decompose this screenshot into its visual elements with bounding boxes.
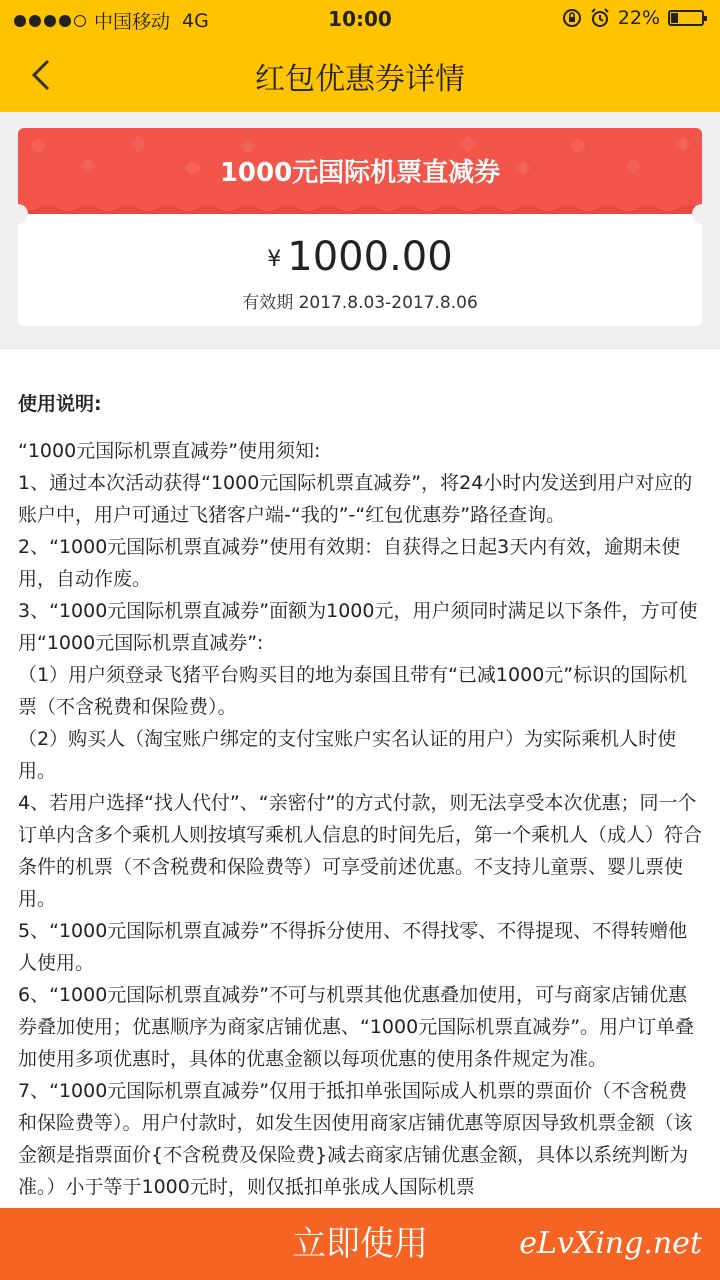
instruction-paragraph: 4、若用户选择“找人代付”、“亲密付”的方式付款，则无法享受本次优惠；同一个订单内含多个乘机人则按填写乘机人信息的时间先后，第一个乘机人（成人）符合条件的机票（不含税费和保险费等）可享受前述优惠。不支持儿童票、婴儿票使用。 xyxy=(18,792,703,910)
instruction-paragraph: （2）购买人（淘宝账户绑定的支付宝账户实名认证的用户）为实际乘机人时使用。 xyxy=(18,728,677,782)
page-title: 红包优惠券详情 xyxy=(255,62,465,97)
bottom-bar xyxy=(0,1208,720,1280)
carrier-label: 中国移动 xyxy=(94,11,171,33)
instruction-paragraph: “1000元国际机票直减券”使用须知: xyxy=(18,440,321,462)
coupon-validity: 有效期 2017.8.03-2017.8.06 xyxy=(242,293,478,313)
instruction-paragraph: 2、“1000元国际机票直减券”使用有效期：自获得之日起3天内有效，逾期未使用，自动作废。 xyxy=(18,536,681,590)
watermark: eLvXing.net xyxy=(519,1226,702,1261)
orientation-lock-icon xyxy=(562,8,582,28)
network-label: 4G xyxy=(182,9,209,32)
instructions-heading: 使用说明: xyxy=(18,393,102,415)
status-right xyxy=(562,7,704,29)
instruction-paragraph: 7、“1000元国际机票直减券”仅用于抵扣单张国际成人机票的票面价（不含税费和保险费等）。用户付款时，如发生因使用商家店铺优惠等原因导致机票金额（该金额是指票面价{不含税费及保险费}减去商家店铺优惠金额，具体以系统判断为准。）小于等于1000元时，则仅抵扣单张成人国际机票 xyxy=(18,1080,693,1198)
instruction-paragraph: 1、通过本次活动获得“1000元国际机票直减券”，将24小时内发送到用户对应的账户中，用户可通过飞猪客户端-“我的”-“红包优惠券”路径查询。 xyxy=(18,472,693,526)
coupon-card xyxy=(18,128,702,326)
alarm-icon xyxy=(590,8,610,28)
amount-value: 1000.00 xyxy=(287,234,453,280)
currency-symbol: ¥ xyxy=(267,247,282,272)
instruction-paragraph: （1）用户须登录飞猪平台购买目的地为泰国且带有“已减1000元”标识的国际机票（不含税费和保险费）。 xyxy=(18,664,688,718)
coupon-header xyxy=(18,128,702,214)
coupon-amount xyxy=(18,234,702,280)
instruction-paragraph: 5、“1000元国际机票直减券”不得拆分使用、不得找零、不得提现、不得转赠他人使用。 xyxy=(18,920,688,974)
coupon-area xyxy=(0,112,720,348)
battery-icon xyxy=(668,10,704,26)
coupon-title: 1000元国际机票直减券 xyxy=(219,158,501,188)
status-time: 10:00 xyxy=(328,7,392,31)
instruction-paragraph: 3、“1000元国际机票直减券”面额为1000元，用户须同时满足以下条件，方可使用“1000元国际机票直减券”: xyxy=(18,600,698,654)
battery-percent: 22% xyxy=(617,7,660,29)
nav-bar xyxy=(0,40,720,110)
header xyxy=(0,0,720,112)
instruction-paragraph: 6、“1000元国际机票直减券”不可与机票其他优惠叠加使用，可与商家店铺优惠券叠加使用；优惠顺序为商家店铺优惠、“1000元国际机票直减券”。用户订单叠加使用多项优惠时，具体的优惠金额以每项优惠的使用条件规定为准。 xyxy=(18,984,695,1070)
coupon-notch-right xyxy=(692,204,702,224)
instructions xyxy=(0,348,720,1208)
battery-fill xyxy=(671,13,678,23)
status-bar xyxy=(0,0,720,38)
use-now-button[interactable]: 立即使用 xyxy=(0,1208,720,1280)
